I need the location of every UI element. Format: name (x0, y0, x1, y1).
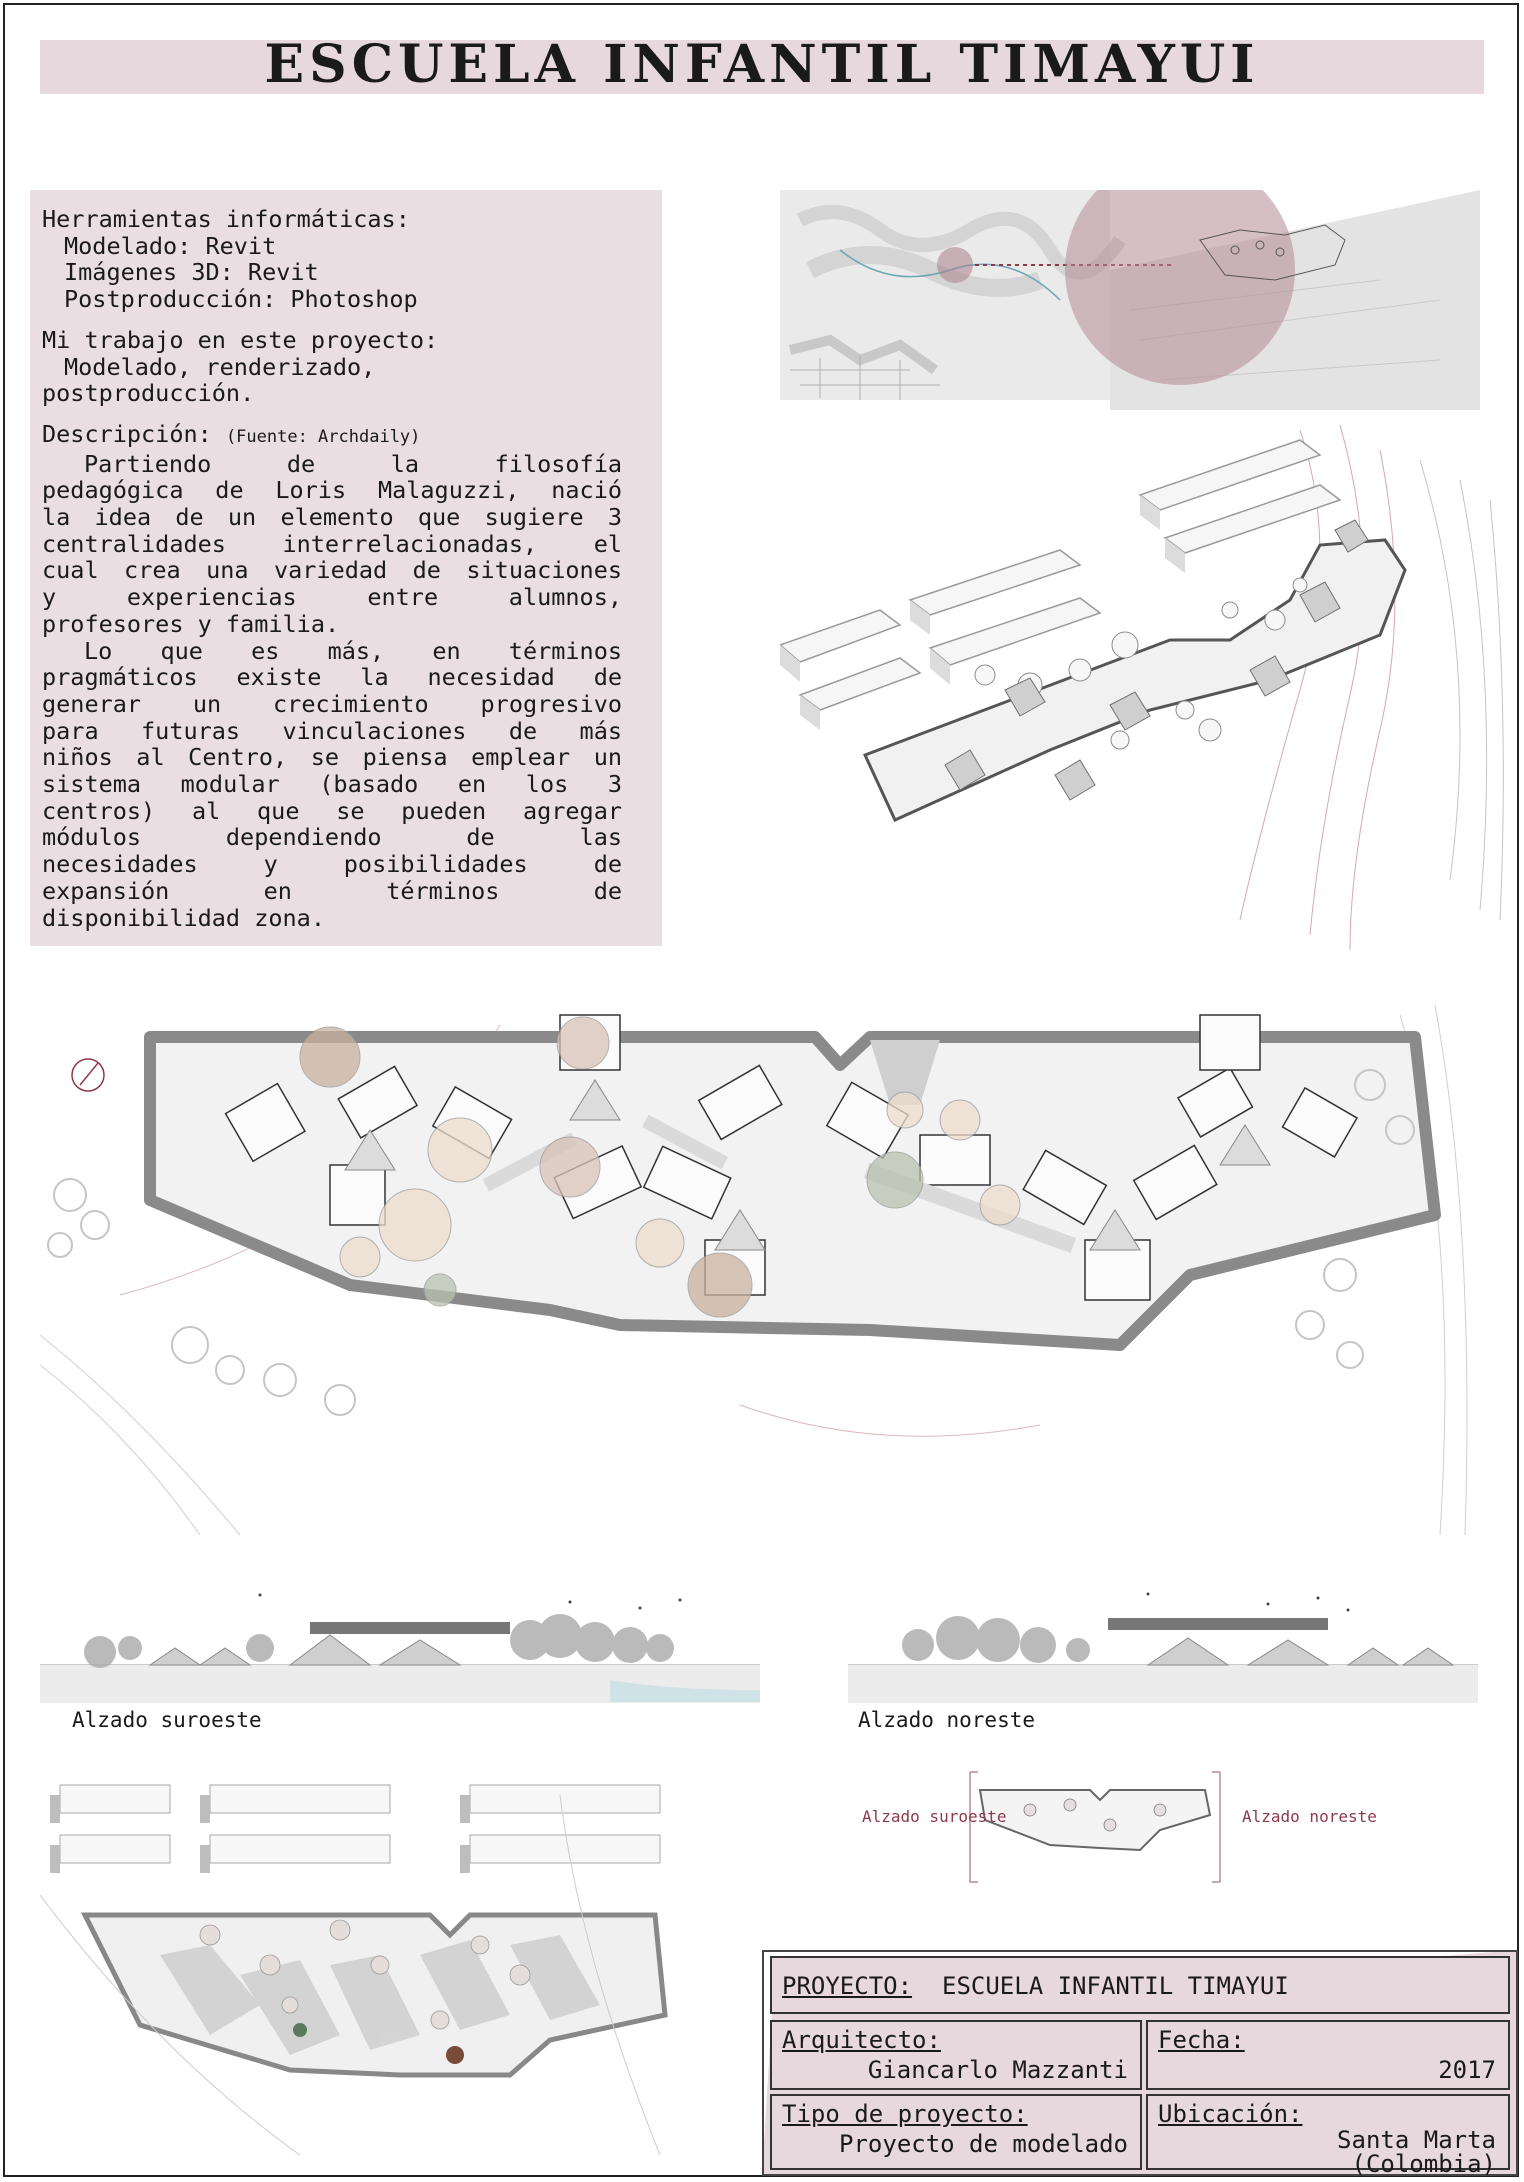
work-heading: Mi trabajo en este proyecto: (42, 325, 439, 354)
caption-elevation-northeast: Alzado noreste (858, 1708, 1036, 1732)
location-map (780, 190, 1480, 420)
shadow-plan (40, 1775, 700, 2170)
description-line: centralidades interrelacionadas, el (42, 529, 622, 558)
tool-postproduction: Postproducción: Photoshop (64, 285, 418, 314)
date-value: 2017 (1438, 2056, 1496, 2084)
project-label: PROYECTO: (782, 1972, 913, 2000)
key-label-northeast-text: Alzado noreste (1242, 1807, 1377, 1826)
info-text (42, 206, 622, 931)
location-label: Ubicación: (1158, 2100, 1303, 2128)
work-line-1: Modelado, renderizado, (64, 352, 376, 381)
axonometric-render (780, 420, 1520, 950)
courtyard-circle (887, 1092, 923, 1128)
description-heading: Descripción: (42, 419, 212, 448)
courtyard-circle (340, 1237, 380, 1277)
courtyard-circle (428, 1118, 492, 1182)
site-plan (40, 985, 1480, 1540)
description-line: expansión en términos de (42, 876, 622, 905)
project-value: ESCUELA INFANTIL TIMAYUI (942, 1972, 1289, 2000)
tool-images: Imágenes 3D: Revit (64, 258, 319, 287)
description-line: generar un crecimiento progresivo (42, 689, 622, 718)
page-title: ESCUELA INFANTIL TIMAYUI (264, 34, 1260, 95)
courtyard-circle (636, 1219, 684, 1267)
description-line: niños al Centro, se piensa emplear un (42, 743, 622, 772)
courtyard-circle (940, 1100, 980, 1140)
description-line: sistema modular (basado en los 3 (42, 770, 622, 799)
description-line: y experiencias entre alumnos, (42, 583, 622, 612)
description-line: módulos dependiendo de las (42, 823, 622, 852)
title-block-architect (770, 2020, 1142, 2090)
description-line: Lo que es más, en términos (84, 636, 622, 665)
courtyard-circle (688, 1253, 752, 1317)
caption-elevation-southwest: Alzado suroeste (72, 1708, 262, 1732)
title-block (762, 1950, 1518, 2176)
courtyard-circle (557, 1017, 609, 1069)
elevation-southwest (40, 1590, 760, 1705)
description-heading-line (42, 421, 622, 451)
key-label-northeast (1242, 1808, 1377, 1826)
description-line: necesidades y posibilidades de (42, 850, 622, 879)
type-value: Proyecto de modelado (839, 2130, 1128, 2158)
description-source: (Fuente: Archdaily) (225, 426, 421, 447)
courtyard-circle (540, 1137, 600, 1197)
title-block-type (770, 2094, 1142, 2170)
courtyard-circle (867, 1152, 923, 1208)
description-p2-last: disponibilidad zona. (42, 903, 325, 932)
elevation-northeast (848, 1590, 1478, 1705)
description-line: pragmáticos existe la necesidad de (42, 663, 622, 692)
type-label: Tipo de proyecto: (782, 2100, 1028, 2128)
tool-modeling: Modelado: Revit (64, 231, 277, 260)
title-block-project (770, 1956, 1510, 2014)
description-paragraph-2 (42, 638, 622, 905)
key-label-southwest (862, 1808, 1007, 1826)
work-line-2: postproducción. (42, 379, 255, 408)
title-block-location (1146, 2094, 1510, 2178)
description-paragraph-1 (42, 451, 622, 611)
key-label-southwest-text: Alzado suroeste (862, 1807, 1007, 1826)
title-block-date (1146, 2020, 1510, 2090)
location-line-2: (Colombia) (1351, 2150, 1496, 2178)
courtyard-circle (300, 1027, 360, 1087)
description-line: pedagógica de Loris Malaguzzi, nació (42, 476, 622, 505)
courtyard-circle (379, 1189, 451, 1261)
description-line: para futuras vinculaciones de más (42, 716, 622, 745)
key-plan (960, 1770, 1230, 1885)
description-line: centros) al que se pueden agregar (42, 796, 622, 825)
description-line: cual crea una variedad de situaciones (42, 556, 622, 585)
location-line-1: Santa Marta (1337, 2126, 1496, 2154)
courtyard-circle (980, 1185, 1020, 1225)
courtyard-circle (424, 1274, 456, 1306)
tools-heading: Herramientas informáticas: (42, 205, 410, 233)
architect-label: Arquitecto: (782, 2026, 941, 2054)
description-line: Partiendo de la filosofía (84, 449, 622, 478)
date-label: Fecha: (1158, 2026, 1245, 2054)
architect-value: Giancarlo Mazzanti (867, 2056, 1128, 2084)
description-p1-last: profesores y familia. (42, 609, 340, 638)
description-line: la idea de un elemento que sugiere 3 (42, 503, 622, 532)
